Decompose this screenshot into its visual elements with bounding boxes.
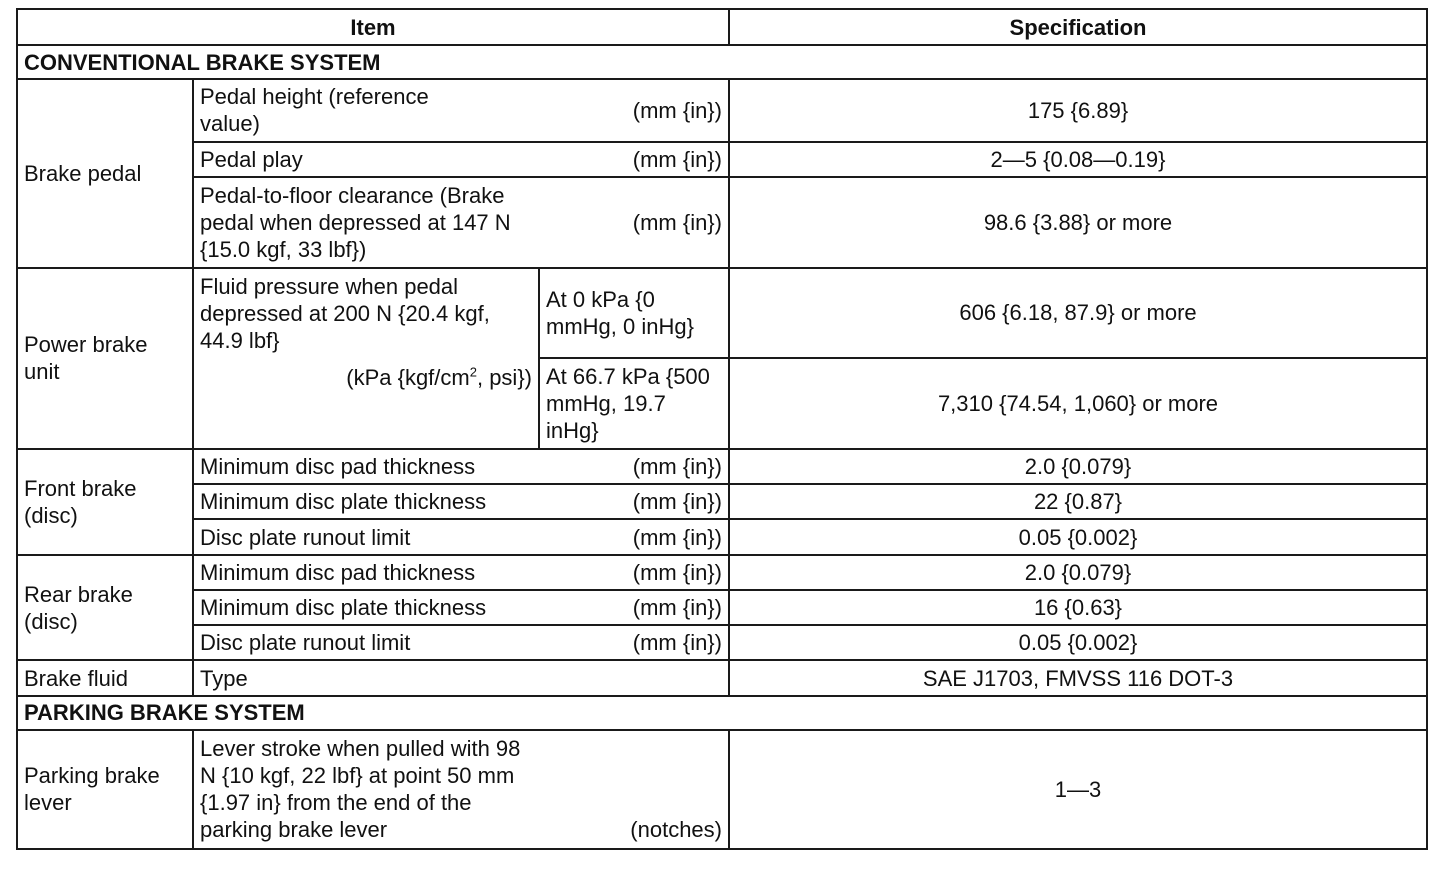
item-text: Minimum disc plate thickness (200, 595, 487, 621)
item-text: Pedal play (200, 146, 303, 172)
item-text: Pedal-to-floor clearance (Brake pedal when depressed at 147 N {15.0 kgf, 33 lbf}) (200, 182, 511, 262)
brake-spec-table (16, 8, 1428, 850)
table-row (17, 268, 1427, 359)
unit-text: (mm {in}) (632, 524, 722, 550)
item-cell (193, 484, 729, 519)
spec-value: 0.05 {0.002} (729, 625, 1427, 660)
spec-value: 175 {6.89} (729, 79, 1427, 141)
unit-text: (mm {in}) (632, 209, 722, 235)
spec-value: 2.0 {0.079} (729, 555, 1427, 590)
unit-text: (kPa {$kgf/cm^2$, psi}) (346, 364, 532, 390)
table-row (17, 660, 1427, 695)
section-row (17, 45, 1427, 79)
group-rear-brake: Rear brake (disc) (17, 555, 193, 661)
item-cell (193, 79, 729, 141)
unit-text: (mm {in}) (632, 489, 722, 515)
section-conventional: CONVENTIONAL BRAKE SYSTEM (17, 45, 1427, 79)
spec-value: SAE J1703, FMVSS 116 DOT-3 (729, 660, 1427, 695)
item-text: Pedal height (reference value) (200, 84, 429, 137)
table-row (17, 519, 1427, 554)
spec-value: 7,310 {74.54, 1,060} or more (729, 358, 1427, 449)
item-text: Disc plate runout limit (200, 630, 411, 656)
table-row (17, 730, 1427, 849)
group-parking-lever: Parking brake lever (17, 730, 193, 849)
unit-text: (mm {in}) (632, 97, 722, 123)
header-row (17, 9, 1427, 45)
spec-value: 606 {6.18, 87.9} or more (729, 268, 1427, 359)
spec-value: 2—5 {0.08—0.19} (729, 142, 1427, 177)
spec-value: 16 {0.63} (729, 590, 1427, 625)
spec-value: 0.05 {0.002} (729, 519, 1427, 554)
table-row (17, 625, 1427, 660)
unit-text: (mm {in}) (632, 595, 722, 621)
condition-cell: At 66.7 kPa {500 mmHg, 19.7 inHg} (539, 358, 729, 449)
item-text: Lever stroke when pulled with 98 N {10 kgf, 22 lbf} at point 50 mm {1.97 in} from the end of the parking brake lever (200, 736, 521, 843)
item-cell (193, 590, 729, 625)
table-row (17, 79, 1427, 141)
unit-text: (mm {in}) (632, 630, 722, 656)
table-row (17, 177, 1427, 268)
item-cell (193, 555, 729, 590)
condition-cell: At 0 kPa {0 mmHg, 0 inHg} (539, 268, 729, 359)
item-cell (193, 625, 729, 660)
item-text: Type (193, 660, 729, 695)
group-brake-fluid: Brake fluid (17, 660, 193, 695)
header-item: Item (17, 9, 729, 45)
spec-value: 1—3 (729, 730, 1427, 849)
unit-text: (mm {in}) (632, 454, 722, 480)
section-parking: PARKING BRAKE SYSTEM (17, 696, 1427, 730)
spec-value: 98.6 {3.88} or more (729, 177, 1427, 268)
group-power-brake: Power brake unit (17, 268, 193, 449)
header-specification: Specification (729, 9, 1427, 45)
spec-value: 22 {0.87} (729, 484, 1427, 519)
item-cell (193, 449, 729, 484)
item-text: Minimum disc plate thickness (200, 489, 487, 515)
group-front-brake: Front brake (disc) (17, 449, 193, 555)
item-cell (193, 268, 539, 449)
unit-text: (notches) (630, 817, 722, 843)
item-text: Disc plate runout limit (200, 524, 411, 550)
item-cell (193, 177, 729, 268)
unit-text: (mm {in}) (632, 559, 722, 585)
table-row (17, 484, 1427, 519)
item-cell (193, 519, 729, 554)
group-brake-pedal: Brake pedal (17, 79, 193, 267)
table-row (17, 590, 1427, 625)
item-text: Minimum disc pad thickness (200, 454, 476, 480)
item-cell (193, 730, 729, 849)
table-row (17, 555, 1427, 590)
table-row (17, 142, 1427, 177)
item-text: Fluid pressure when pedal depressed at 200 N {20.4 kgf, 44.9 lbf} (200, 273, 490, 353)
spec-value: 2.0 {0.079} (729, 449, 1427, 484)
item-cell (193, 142, 729, 177)
item-text: Minimum disc pad thickness (200, 559, 476, 585)
table-row (17, 449, 1427, 484)
unit-text: (mm {in}) (632, 146, 722, 172)
section-row (17, 696, 1427, 730)
